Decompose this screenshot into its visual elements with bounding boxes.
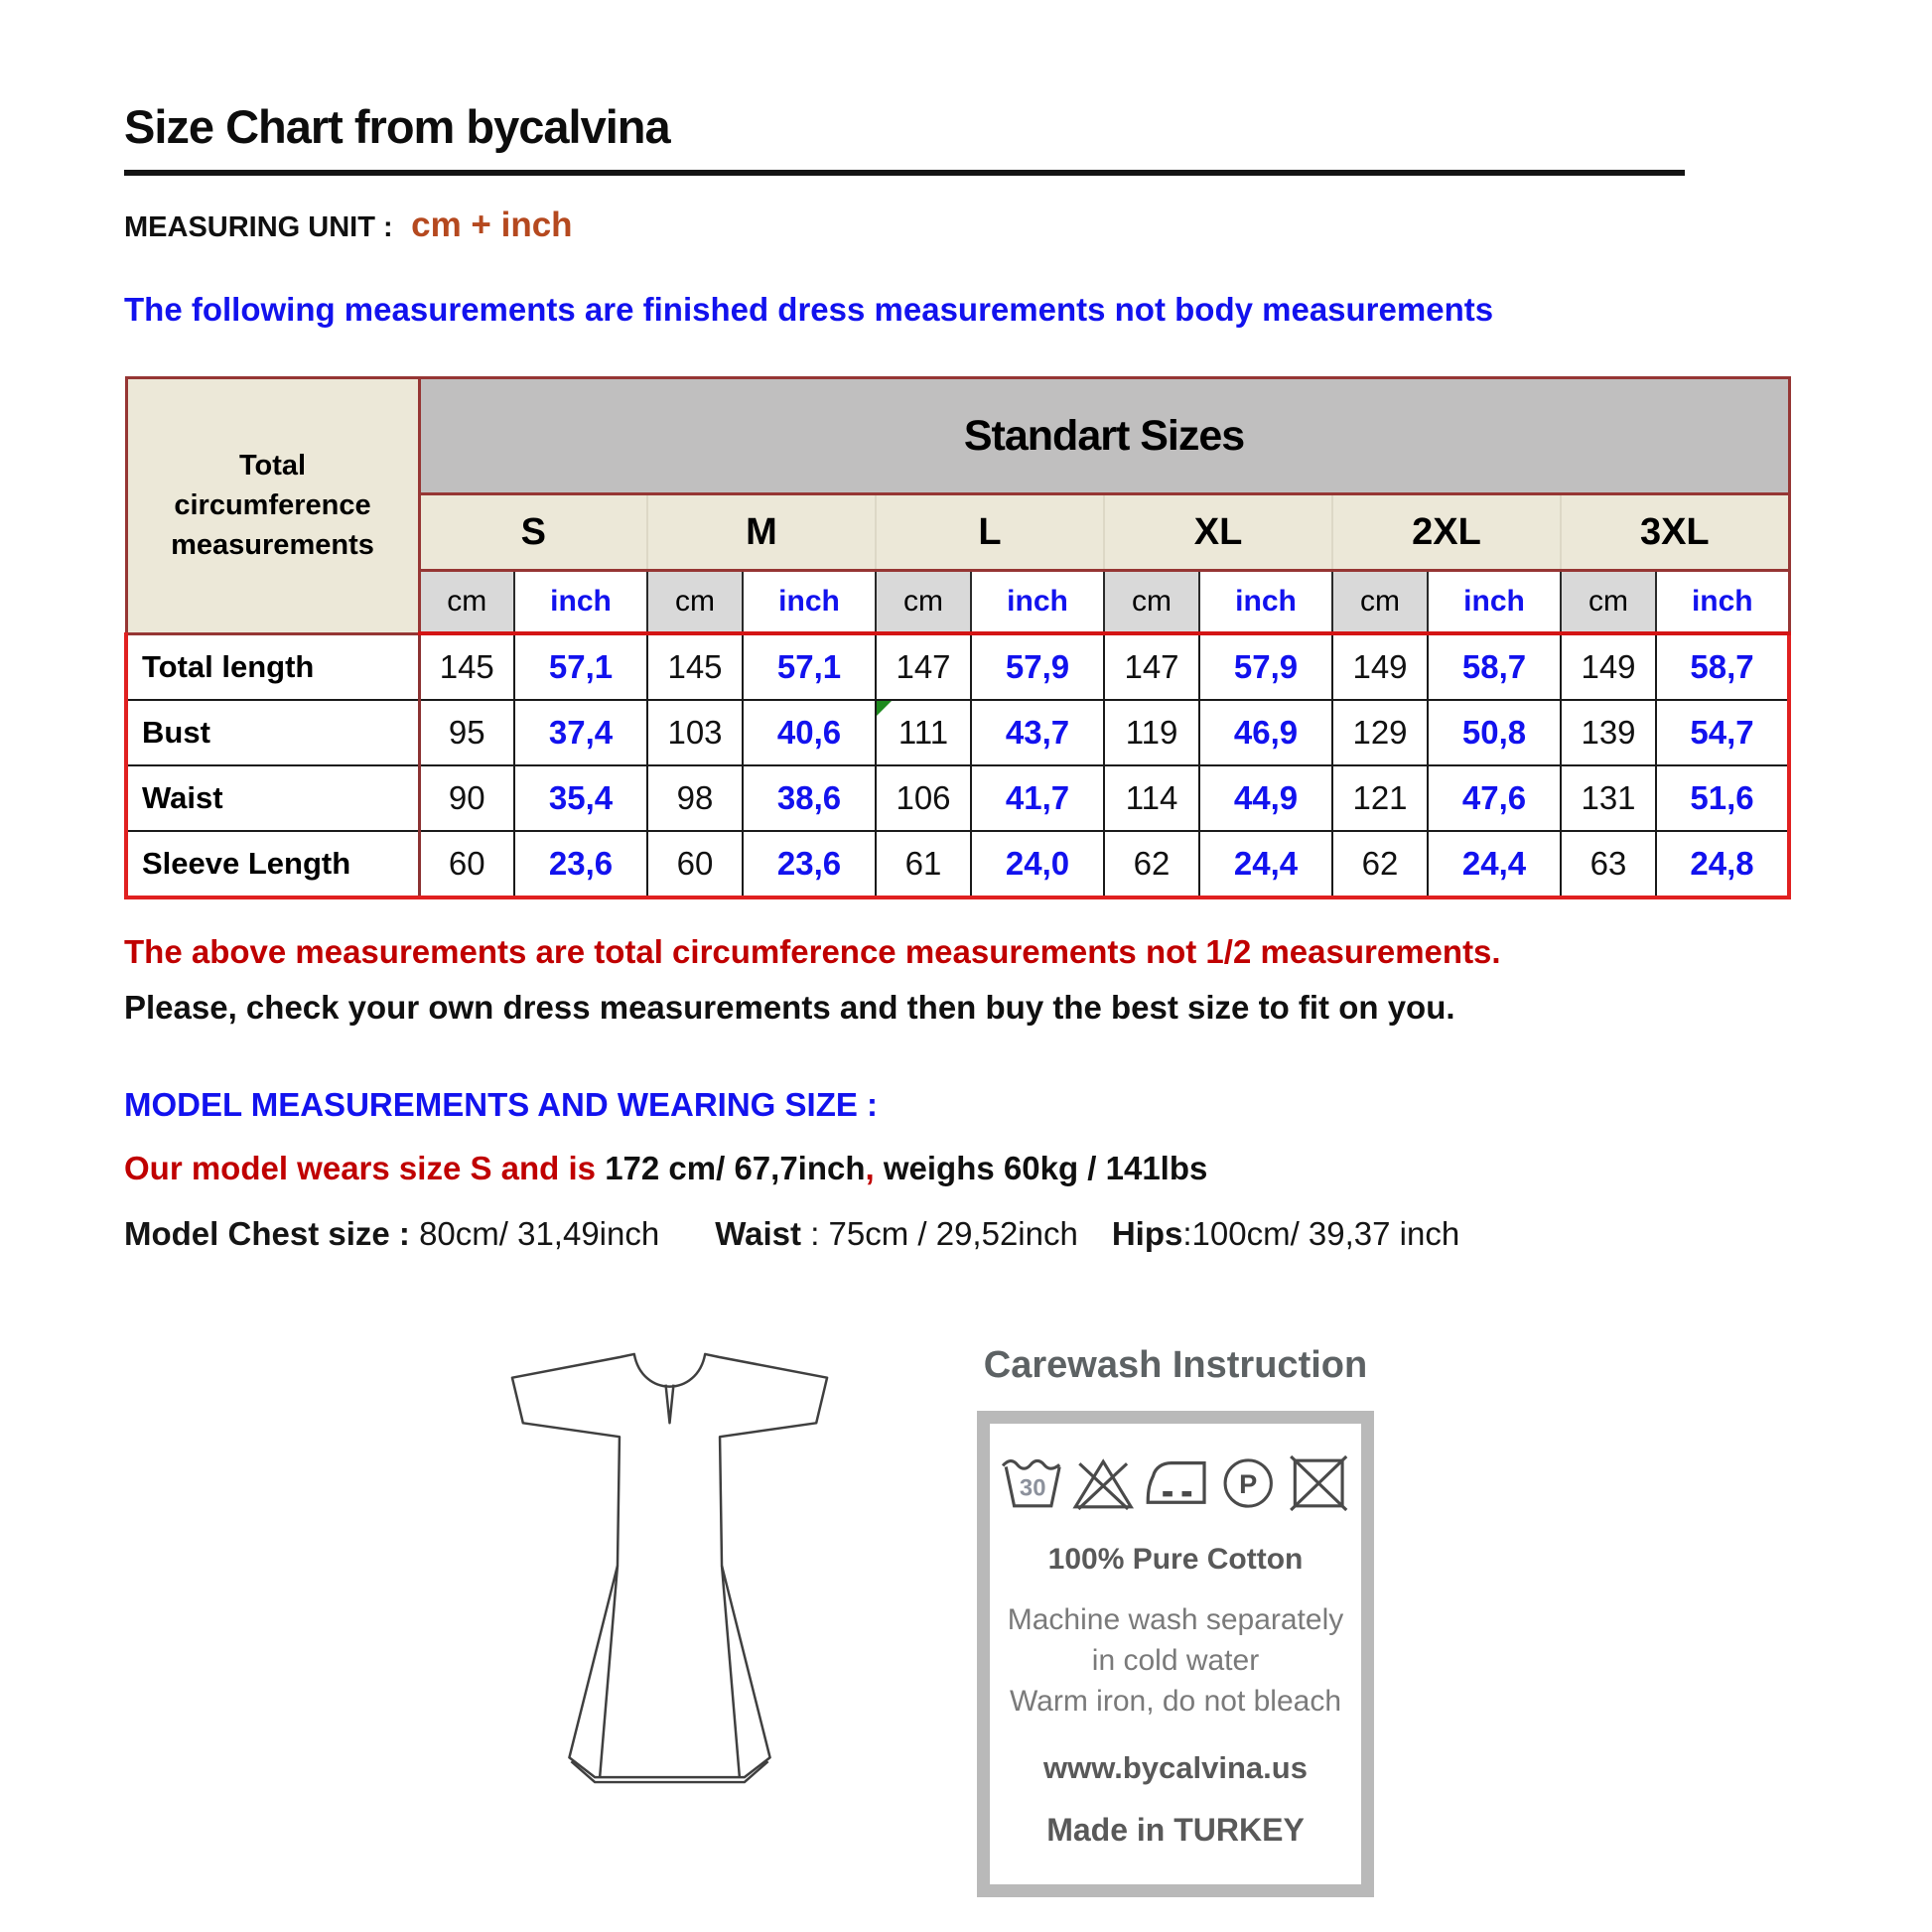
waist-value: : 75cm / 29,52inch: [810, 1215, 1078, 1252]
cm-value-cell: 139: [1561, 700, 1656, 765]
cm-value-cell: 129: [1332, 700, 1428, 765]
inch-value-cell: 46,9: [1199, 700, 1332, 765]
cm-value-cell: 61: [876, 831, 971, 897]
cm-value-cell: 149: [1561, 633, 1656, 700]
table-row: [126, 700, 1789, 765]
do-not-bleach-icon: [1070, 1453, 1136, 1513]
table-title-cell: Standart Sizes: [419, 378, 1789, 494]
inch-value-cell: 58,7: [1428, 633, 1561, 700]
title-rule: [124, 170, 1685, 176]
inch-value-cell: 23,6: [514, 831, 647, 897]
check-size-note: Please, check your own dress measurements and then buy the best size to fit on you.: [124, 989, 1455, 1026]
inch-value-cell: 58,7: [1656, 633, 1789, 700]
care-heading: Carewash Instruction: [983, 1344, 1368, 1386]
cm-value-cell: 98: [647, 765, 743, 831]
unit-header-cm: cm: [647, 571, 743, 634]
inch-value-cell: 23,6: [743, 831, 876, 897]
cell-note-marker: [877, 701, 892, 716]
cm-value-cell: 147: [876, 633, 971, 700]
cm-value-cell: 145: [419, 633, 514, 700]
size-header-2xl: 2XL: [1332, 494, 1561, 571]
inch-value-cell: 57,1: [743, 633, 876, 700]
inch-value-cell: 35,4: [514, 765, 647, 831]
size-header-s: S: [419, 494, 647, 571]
chest-value: 80cm/ 31,49inch: [419, 1215, 660, 1252]
cm-value-cell: 63: [1561, 831, 1656, 897]
inch-value-cell: 57,9: [971, 633, 1104, 700]
inch-value-cell: 57,9: [1199, 633, 1332, 700]
unit-header-cm: cm: [419, 571, 514, 634]
cm-value-cell: 145: [647, 633, 743, 700]
model-body-measurements-line: [124, 1215, 1892, 1253]
finished-measurements-note: The following measurements are finished dress measurements not body measurements: [124, 291, 1494, 328]
circumference-note: The above measurements are total circumference measurements not 1/2 measurements.: [124, 933, 1501, 970]
cm-value-cell: 103: [647, 700, 743, 765]
unit-header-cm: cm: [1561, 571, 1656, 634]
unit-header-inch: inch: [1656, 571, 1789, 634]
inch-value-cell: 43,7: [971, 700, 1104, 765]
inch-value-cell: 37,4: [514, 700, 647, 765]
inch-value-cell: 24,4: [1428, 831, 1561, 897]
care-label-box: [977, 1411, 1374, 1897]
svg-text:P: P: [1239, 1468, 1258, 1500]
chest-label: Model Chest size :: [124, 1215, 410, 1252]
care-origin: Made in TURKEY: [1046, 1812, 1305, 1848]
table-row: [126, 831, 1789, 897]
unit-header-inch: inch: [743, 571, 876, 634]
measuring-unit-line: [124, 206, 1892, 245]
hips-label: Hips: [1111, 1215, 1183, 1252]
dry-clean-p-icon: [1216, 1453, 1280, 1513]
inch-value-cell: 24,8: [1656, 831, 1789, 897]
unit-header-cm: cm: [1332, 571, 1428, 634]
wash-30-icon: [1000, 1453, 1065, 1513]
inch-value-cell: 44,9: [1199, 765, 1332, 831]
care-wash-line-2: in cold water: [1091, 1644, 1260, 1677]
cm-value-cell: 121: [1332, 765, 1428, 831]
cm-value-cell: 60: [419, 831, 514, 897]
cm-value-cell: 147: [1104, 633, 1199, 700]
model-comma: ,: [865, 1150, 875, 1186]
table-row: [126, 633, 1789, 700]
bottom-section: [124, 1344, 1892, 1897]
cm-value-cell: 149: [1332, 633, 1428, 700]
page-title: Size Chart from bycalvina: [124, 100, 670, 153]
cm-value-cell: 119: [1104, 700, 1199, 765]
model-measurements-line: [124, 1150, 1892, 1187]
inch-value-cell: 24,0: [971, 831, 1104, 897]
row-label: Sleeve Length: [126, 831, 419, 897]
inch-value-cell: 54,7: [1656, 700, 1789, 765]
table-corner-label: Total circumference measurements: [126, 378, 419, 634]
model-wears-text: Our model wears size S and is: [124, 1150, 597, 1186]
unit-header-cm: cm: [1104, 571, 1199, 634]
inch-value-cell: 51,6: [1656, 765, 1789, 831]
row-label: Total length: [126, 633, 419, 700]
care-instructions: [977, 1344, 1374, 1897]
table-row: [126, 765, 1789, 831]
size-header-3xl: 3XL: [1561, 494, 1789, 571]
inch-value-cell: 24,4: [1199, 831, 1332, 897]
inch-value-cell: 38,6: [743, 765, 876, 831]
row-label: Waist: [126, 765, 419, 831]
measuring-unit-value: cm + inch: [411, 206, 573, 244]
care-website: www.bycalvina.us: [1043, 1750, 1308, 1785]
inch-value-cell: 57,1: [514, 633, 647, 700]
care-symbols-row: [1000, 1453, 1351, 1513]
size-header-l: L: [876, 494, 1104, 571]
unit-header-inch: inch: [1428, 571, 1561, 634]
care-iron-line: Warm iron, do not bleach: [1009, 1685, 1342, 1718]
dress-sketch: [503, 1344, 836, 1794]
unit-header-inch: inch: [1199, 571, 1332, 634]
unit-header-inch: inch: [971, 571, 1104, 634]
inch-value-cell: 41,7: [971, 765, 1104, 831]
model-weight-text: weighs 60kg / 141lbs: [883, 1150, 1208, 1186]
size-table-body: [126, 633, 1789, 897]
size-chart-table: [124, 376, 1791, 899]
cm-value-cell: 106: [876, 765, 971, 831]
cm-value-cell: 62: [1104, 831, 1199, 897]
measuring-unit-label: MEASURING UNIT :: [124, 211, 393, 243]
unit-header-inch: inch: [514, 571, 647, 634]
inch-value-cell: 40,6: [743, 700, 876, 765]
svg-text:30: 30: [1019, 1474, 1046, 1502]
care-wash-line-1: Machine wash separately: [1007, 1603, 1344, 1636]
do-not-tumble-dry-icon: [1286, 1453, 1351, 1513]
waist-label: Waist: [715, 1215, 802, 1252]
cm-value-cell: 111: [876, 700, 971, 765]
cm-value-cell: 62: [1332, 831, 1428, 897]
cm-value-cell: 60: [647, 831, 743, 897]
iron-warm-icon: [1142, 1453, 1211, 1513]
model-height-text: 172 cm/ 67,7inch: [605, 1150, 866, 1186]
inch-value-cell: 50,8: [1428, 700, 1561, 765]
row-label: Bust: [126, 700, 419, 765]
hips-value: :100cm/ 39,37 inch: [1182, 1215, 1460, 1252]
size-header-m: M: [647, 494, 876, 571]
unit-header-cm: cm: [876, 571, 971, 634]
care-fabric-text: 100% Pure Cotton: [1047, 1543, 1304, 1576]
cm-value-cell: 95: [419, 700, 514, 765]
size-header-xl: XL: [1104, 494, 1332, 571]
cm-value-cell: 114: [1104, 765, 1199, 831]
model-section-heading: MODEL MEASUREMENTS AND WEARING SIZE :: [124, 1086, 879, 1123]
inch-value-cell: 47,6: [1428, 765, 1561, 831]
dress-line-drawing-icon: [503, 1344, 836, 1789]
cm-value-cell: 131: [1561, 765, 1656, 831]
cm-value-cell: 90: [419, 765, 514, 831]
